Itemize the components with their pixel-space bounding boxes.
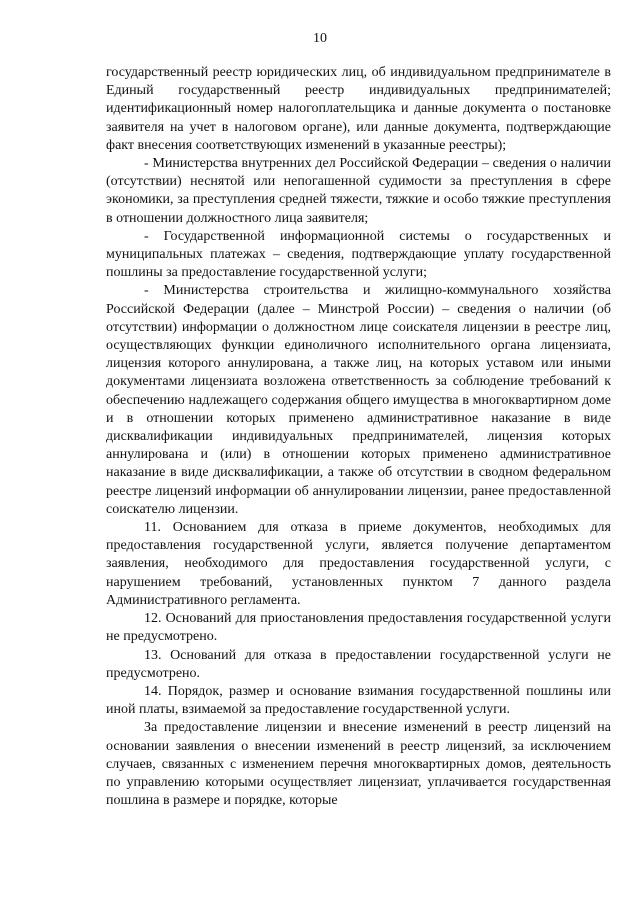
paragraph-item-11: 11. Основанием для отказа в приеме документов, необходимых для предоставления государственной услуги, является получение департаментом заявления, необходимого для предоставления государственной услуги, с нарушением требований, установленных пунктом 7 данного раздела Административного регламента. <box>106 520 611 608</box>
paragraph-state-duty: За предоставление лицензии и внесение изменений в реестр лицензий на основании заявления о внесении изменений в реестр лицензий, за исключением случаев, связанных с изменением перечня многоквартирных домов, деятельность по управлению которыми осуществляет лицензиат, уплачивается государственная пошлина в размере и порядке, которые <box>106 720 611 809</box>
paragraph-interior-ministry: - Министерства внутренних дел Российской Федерации – сведения о наличии (отсутствии) неснятой или непогашенной судимости за преступления в сфере экономики, за преступления средней тяжести, тяжкие и особо тяжкие преступления в отношении должностного лица заявителя; <box>106 156 611 226</box>
document-body <box>106 64 611 810</box>
page-number: 10 <box>313 31 327 46</box>
paragraph-item-13: 13. Оснований для отказа в предоставлении государственной услуги не предусмотрено. <box>106 647 611 681</box>
paragraph-item-12: 12. Оснований для приостановления предоставления государственной услуги не предусмотрено. <box>106 611 611 645</box>
paragraph-registry-continuation: государственный реестр юридических лиц, об индивидуальном предпринимателе в Единый государственный реестр индивидуальных предпринимателей; идентификационный номер налогоплательщика и данные документа о постановке заявителя на учет в налоговом органе), или данные документа, подтверждающие факт внесения соответствующих изменений в указанные реестры); <box>106 65 611 153</box>
paragraph-minstroy: - Министерства строительства и жилищно-коммунального хозяйства Российской Федерации (далее – Минстрой России) – сведения о наличии (об отсутствии) информации о должностном лице соискателя лицензии в реестре лиц, осуществляющих функции единоличного исполнительного органа лицензиата, лицензия которого аннулирована, а также лиц, на которых уставом или иными документами лицензиата возложена ответственность за соблюдение требований к обеспечению надлежащего содержания общего имущества в многоквартирном доме и в отношении которых применено административное наказание в виде дисквалификации индивидуальных предпринимателей, лицензия которых аннулирована и (или) в отношении которых применено административное наказание в виде дисквалификации, а также об отсутствии в сводном федеральном реестре лицензий информации об аннулировании лицензии, ранее предоставленной соискателю лицензии. <box>106 283 611 517</box>
paragraph-payments-system: - Государственной информационной системы о государственных и муниципальных платежах – сведения, подтверждающие уплату государственной пошлины за предоставление государственной услуги; <box>106 228 611 281</box>
paragraph-item-14: 14. Порядок, размер и основание взимания государственной пошлины или иной платы, взимаемой за предоставление государственной услуги. <box>106 683 611 718</box>
